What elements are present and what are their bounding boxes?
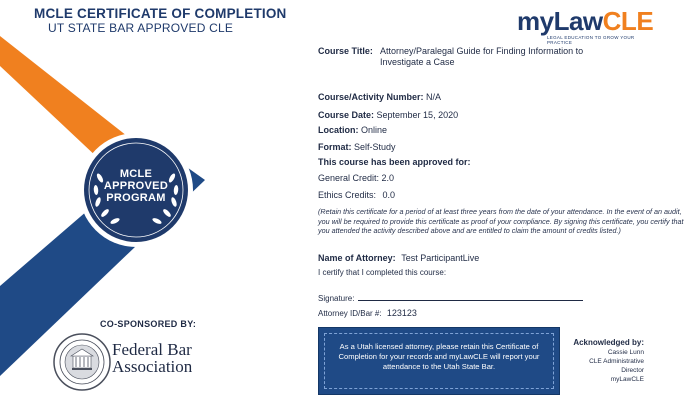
attorney-name-row bbox=[318, 253, 479, 263]
seal-line-2: APPROVED bbox=[103, 180, 169, 192]
course-date-row bbox=[318, 110, 458, 120]
acknowledgement bbox=[568, 338, 644, 384]
federal-bar-association-name bbox=[112, 341, 202, 375]
acknowledgement-org: myLawCLE bbox=[610, 376, 644, 383]
attorney-name-label: Name of Attorney: bbox=[318, 253, 396, 263]
bar-number-row bbox=[318, 308, 417, 318]
ethics-credit-label: Ethics Credits: bbox=[318, 190, 377, 200]
course-title-value: Attorney/Paralegal Guide for Finding Information to Investigate a Case bbox=[380, 46, 584, 67]
certificate-title: MCLE CERTIFICATE OF COMPLETION bbox=[34, 6, 287, 21]
bar-number-label: Attorney ID/Bar #: bbox=[318, 309, 382, 318]
format-row bbox=[318, 142, 396, 152]
approved-heading-row bbox=[318, 157, 471, 167]
left-panel bbox=[0, 0, 300, 400]
fba-name-line-2: Association bbox=[112, 357, 193, 376]
certify-row bbox=[318, 268, 446, 277]
general-credit-label: General Credit: bbox=[318, 173, 380, 183]
fba-name-line-1: Federal Bar bbox=[112, 340, 192, 359]
acknowledgement-role: CLE Administrative Director bbox=[589, 358, 644, 374]
general-credit-row bbox=[318, 173, 394, 183]
course-number-value: N/A bbox=[426, 92, 442, 102]
location-label: Location: bbox=[318, 125, 359, 135]
seal-line-3: PROGRAM bbox=[106, 192, 166, 204]
acknowledgement-name: Cassie Lunn bbox=[607, 349, 644, 356]
course-date-label: Course Date: bbox=[318, 110, 375, 120]
location-row bbox=[318, 125, 387, 135]
federal-bar-association-seal-icon bbox=[52, 332, 112, 392]
course-number-row bbox=[318, 92, 441, 102]
retention-note: (Retain this certificate for a period of at least three years from the date of your attendance. In the event of an audit, you will be required to provide this certificate as proof of your compliance. By signing this certificate, you certify that you attended the activity described above and are entitled to claim the amount of credits listed.) bbox=[318, 207, 684, 236]
signature-line[interactable] bbox=[358, 293, 583, 301]
course-title-row bbox=[318, 46, 584, 67]
certify-text: I certify that I completed this course: bbox=[318, 268, 447, 277]
bar-number-value: 123123 bbox=[386, 308, 417, 318]
ethics-credit-value: 0.0 bbox=[382, 190, 396, 200]
acknowledgement-title: Acknowledged by: bbox=[573, 338, 644, 347]
logo-wordmark bbox=[517, 6, 654, 36]
utah-notice-box bbox=[318, 327, 560, 395]
seal-text bbox=[78, 168, 194, 204]
format-value: Self-Study bbox=[354, 142, 396, 152]
course-title-label: Course Title: bbox=[318, 46, 373, 56]
utah-notice-text: As a Utah licensed attorney, please retain this Certificate of Completion for your records and myLawCLE will report your attendance to the Utah State Bar. bbox=[324, 333, 554, 389]
approved-heading: This course has been approved for: bbox=[318, 157, 471, 167]
course-date-value: September 15, 2020 bbox=[376, 110, 459, 120]
logo-my: my bbox=[517, 6, 554, 36]
mylawcle-logo bbox=[517, 6, 654, 48]
ethics-credit-row bbox=[318, 190, 395, 200]
location-value: Online bbox=[361, 125, 388, 135]
signature-label: Signature: bbox=[318, 294, 355, 303]
cosponsored-label: CO-SPONSORED BY: bbox=[100, 319, 197, 329]
general-credit-value: 2.0 bbox=[381, 173, 395, 183]
course-number-label: Course/Activity Number: bbox=[318, 92, 424, 102]
format-label: Format: bbox=[318, 142, 352, 152]
seal-line-1: MCLE bbox=[119, 168, 153, 180]
logo-law: Law bbox=[553, 6, 603, 36]
signature-row bbox=[318, 293, 583, 303]
certificate-subtitle: UT STATE BAR APPROVED CLE bbox=[48, 21, 234, 35]
logo-tagline: LEGAL EDUCATION TO GROW YOUR PRACTICE bbox=[547, 35, 635, 45]
logo-cle: CLE bbox=[602, 6, 654, 36]
attorney-name-value: Test ParticipantLive bbox=[401, 253, 480, 263]
